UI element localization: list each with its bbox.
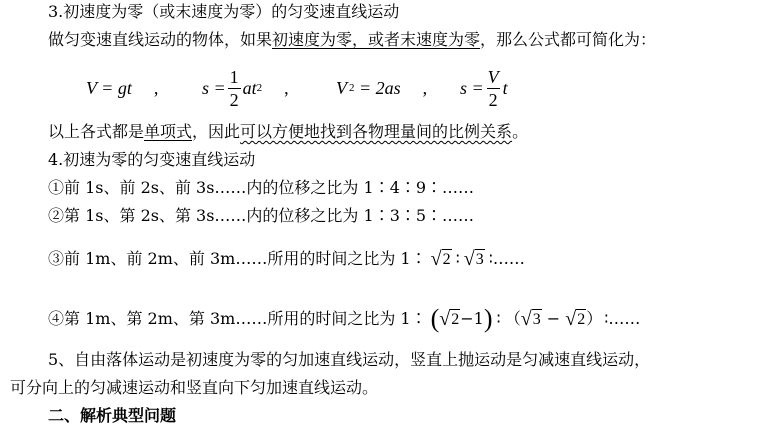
- section4-heading: 4.初速为零的匀变速直线运动: [48, 150, 256, 169]
- summary-underlined-1: 单项式: [144, 122, 193, 141]
- section3-intro: [48, 30, 656, 50]
- section3-heading: 3.初速度为零（或末速度为零）的匀变速直线运动: [48, 2, 400, 21]
- formula-velocity-squared: V 2 = 2as ,: [336, 77, 428, 98]
- fraction-v-over-2: $\frac{V}{2}$: [487, 66, 499, 110]
- ratio-item-1: ①前 1s、前 2s、前 3s……内的位移之比为 1∶4∶9∶……: [48, 178, 475, 197]
- ratio-item-4: ④第 1m、第 2m、第 3m……所用的时间之比为 1∶ ( √ 2 −1 ) ∶ （ √ 3 − √ 2 ） ∶……: [48, 304, 641, 333]
- section5-line2: 可分向上的匀减速运动和竖直向下匀加速直线运动。: [10, 378, 379, 397]
- ratio-item-3: ③前 1m、前 2m、前 3m……所用的时间之比为 1∶ √ 2 ∶ √ 3 ∶……: [48, 248, 525, 270]
- section5-line1: 5、自由落体运动是初速度为零的匀加速直线运动，竖直上抛运动是匀减速直线运动，: [48, 350, 651, 369]
- summary-underlined-2: 可以方便地找到各物理量间的比例关系: [240, 122, 513, 141]
- sqrt-2c: √ 2: [565, 308, 586, 330]
- intro-underlined: 初速度为零，或者末速度为零: [272, 30, 481, 49]
- sqrt-2: √ 2: [430, 248, 451, 270]
- intro-text-b: ，那么公式都可简化为：: [480, 30, 657, 49]
- section-two-heading: 二、解析典型问题: [48, 406, 177, 425]
- sqrt-3: √ 3: [463, 248, 484, 270]
- fraction-half: $\frac{1}{2}$: [229, 66, 239, 110]
- sqrt-3b: √ 3: [520, 308, 541, 330]
- sqrt-2b: √ 2: [439, 308, 460, 330]
- formula-displacement: s = $\frac{1}{2}$ at 2 ,: [202, 66, 289, 110]
- intro-text-a: 做匀变速直线运动的物体，如果: [48, 30, 273, 49]
- formula-average: s = $\frac{V}{2}$ t: [460, 66, 508, 110]
- ratio-item-2: ②第 1s、第 2s、第 3s……内的位移之比为 1∶3∶5∶……: [48, 206, 475, 225]
- formula-velocity: V = gt ,: [86, 77, 159, 98]
- section3-summary: 以上各式都是单项式，因此可以方便地找到各物理量间的比例关系。: [48, 122, 529, 141]
- formula-row: [86, 58, 646, 118]
